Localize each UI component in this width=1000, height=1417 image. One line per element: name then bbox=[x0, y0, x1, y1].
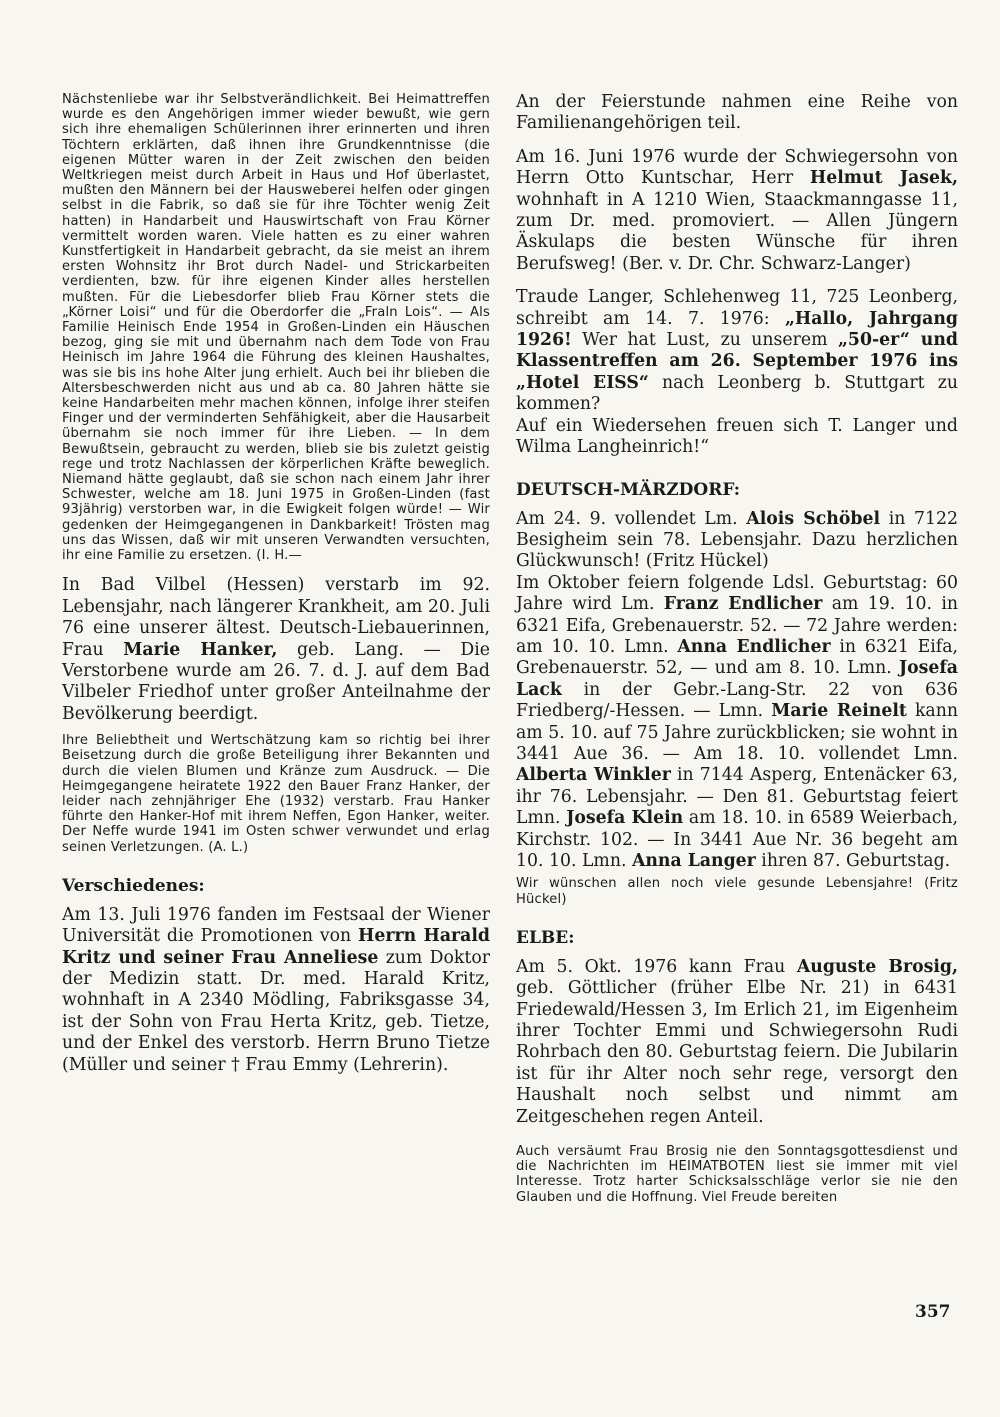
reunion-signoff: Auf ein Wiedersehen freuen sich T. Langer und Wilma Langheinrich!“ bbox=[516, 415, 958, 458]
promotion-jasek-paragraph: Am 16. Juni 1976 wurde der Schwiegersohn von Herrn Otto Kuntschar, Herr Helmut Jasek, wohnhaft in A 1210 Wien, Staackmanngasse 11, zum Dr. med. promoviert. — Allen Jüngern Äskulaps die besten Wünsche für ihren Berufsweg! (Ber. v. Dr. Chr. Schwarz-Langer) bbox=[516, 146, 958, 274]
page-number: 357 bbox=[915, 1302, 951, 1322]
october-birthdays-paragraph: Im Oktober feiern folgende Ldsl. Geburtstag: 60 Jahre wird Lm. Franz Endlicher am 19. 10. in 6321 Eifa, Grebenauerstr. 52. — 72 Jahre werden: am 10. 10. Lmn. Anna Endlicher in 6321 Eifa, Grebenauerstr. 52, — und am 8. 10. Lmn. Josefa Lack in der Gebr.-Lang-Str. 22 von 636 Friedberg/-Hessen. — Lmn. Marie Reinelt kann am 5. 10. auf 75 Jahre zurückblicken; sie wohnt in 3441 Aue 36. — Am 18. 10. vollendet Lmn. Alberta Winkler in 7144 Asperg, Entenäcker 63, ihr 76. Lebensjahr. — Den 81. Geburtstag feiert Lmn. Josefa Klein am 18. 10. in 6589 Weierbach, Kirchstr. 102. — In 3441 Aue Nr. 36 begeht am 10. 10. Lmn. Anna Langer ihren 87. Geburtstag. bbox=[516, 572, 958, 871]
birthday-schoebel-paragraph: Am 24. 9. vollendet Lm. Alois Schöbel in 7122 Besigheim sein 78. Lebensjahr. Dazu herzlichen Glückwunsch! (Fritz Hückel) bbox=[516, 508, 958, 572]
section-heading-verschiedenes: Verschiedenes: bbox=[62, 875, 205, 896]
name-helmut-jasek: Helmut Jasek, bbox=[809, 168, 958, 189]
brosig-detail: Auch versäumt Frau Brosig nie den Sonntagsgottesdienst und die Nachrichten im HEIMATBOTEN liest sie immer mit viel Interesse. Trotz harter Schicksalsschläge verlor sie nie den Glauben und die Hoffnung. Viel Freude bereiten bbox=[516, 1144, 958, 1205]
obituary-hanker-detail: Ihre Beliebtheit und Wertschätzung kam so richtig bei ihrer Beisetzung durch die große Beteiligung ihrer Bekannten und durch die vielen Blumen und Kränze zum Ausdruck. — Die Heimgegangene heiratete 1922 den Bauer Franz Hanker, der leider nach zehnjähriger Ehe (1932) verstarb. Frau Hanker führte den Hanker-Hof mit ihrem Neffen, Egon Hanker, weiter. Der Neffe wurde 1941 im Osten schwer verwundet und erlag seinen Verletzungen. (A. L.) bbox=[62, 733, 490, 855]
birthday-brosig-paragraph: Am 5. Okt. 1976 kann Frau Auguste Brosig, geb. Göttlicher (früher Elbe Nr. 21) in 6431 Friedewald/Hessen 3, Im Erlich 21, im Eigenheim ihrer Tochter Emmi und Schwiegersohn Rudi Rohrbach den 80. Geburtstag feiern. Die Jubilarin ist für ihr Alter noch sehr rege, versorgt den Haushalt noch selbst und nimmt am Zeitgeschehen regen Anteil. bbox=[516, 956, 958, 1127]
reunion-invitation-paragraph: Traude Langer, Schlehenweg 11, 725 Leonberg, schreibt am 14. 7. 1976: „Hallo, Jahrgang 1926! Wer hat Lust, zu unserem „50-er“ und Klassentreffen am 26. September 1976 ins „Hotel EISS“ nach Leonberg b. Stuttgart zu kommen? bbox=[516, 287, 959, 415]
right-column bbox=[516, 92, 958, 1205]
promotion-kritz-paragraph: Am 13. Juli 1976 fanden im Festsaal der Wiener Universität die Promotionen von Herrn Harald Kritz und seiner Frau Anneliese zum Doktor der Medizin statt. Dr. med. Harald Kritz, wohnhaft in A 2340 Mödling, Fabriksgasse 34, ist der Sohn von Frau Herta Kritz, geb. Tietze, und der Enkel des verstorb. Herrn Bruno Tietze (Müller und seiner † Frau Emmy (Lehrerin). bbox=[62, 904, 490, 1075]
name-marie-hanker: Marie Hanker, bbox=[123, 639, 278, 660]
left-column bbox=[62, 92, 490, 1076]
obituary-hanker-paragraph: In Bad Vilbel (Hessen) verstarb im 92. Lebensjahr, nach längerer Krankheit, am 20. Juli 76 eine unserer ältest. Deutsch-Liebauerinnen, Frau Marie Hanker, geb. Lang. — Die Verstorbene wurde am 26. 7. d. J. auf dem Bad Vilbeler Friedhof unter großer Anteilnahme der Bevölkerung beerdigt. bbox=[62, 575, 490, 724]
ceremony-paragraph: An der Feierstunde nahmen eine Reihe von Familienangehörigen teil. bbox=[516, 92, 958, 134]
section-heading-deutsch-maerzdorf: DEUTSCH-MÄRZDORF: bbox=[516, 479, 741, 500]
section-heading-elbe: ELBE: bbox=[516, 927, 575, 948]
name-kritz: Herrn Harald Kritz und seiner Frau Anneliese bbox=[62, 926, 490, 968]
obituary-koerner-text: Nächstenliebe war ihr Selbstverändlichkeit. Bei Heimattreffen wurde es den Angehörigen immer wieder bewußt, wie gern sich ihre ehemaligen Schülerinnen ihrer erinnerten und ihren Töchtern erklärten, daß ihnen ihre Grundkenntnisse (die eigenen Mütter waren in der Zeit zwischen den beiden Weltkriegen meist durch Arbeit in Haus und Hof überlastet, mußten den Männern bei der Hausweberei helfen oder gingen selbst in die Fabrik, so daß sie für ihre Töchter wenig Zeit hatten) in Handarbeit und Hauswirtschaft von Frau Körner vermittelt worden waren. Viele hatten es zu einer wahren Kunstfertigkeit in Handarbeit gebracht, da sie meist an ihrem ersten Wohnsitz ihr Brot durch Nadel- und Strickarbeiten verdienten, bzw. für ihre eigenen Kinder alles herstellen mußten. Für die Liebesdorfer blieb Frau Körner stets die „Körner Loisi“ und für die Oberdorfer die „Fraln Lois“. — Als Familie Heinisch Ende 1954 in Großen-Linden ein Häuschen bezog, ging sie mit und übernahm nach dem Tode von Frau Heinisch im Jahre 1964 die Führung des kleinen Haushaltes, was sie bis ins hohe Alter jung erhielt. Auch bei ihr blieben die Altersbeschwerden nicht aus und ab ca. 80 Jahren hätte sie keine Handarbeiten mehr machen können, infolge ihrer steifen Finger und der verminderten Sehfähigkeit, aber die Hausarbeit übernahm sie noch immer für ihre Lieben. — In dem Bewußtsein, gebraucht zu werden, blieb sie bis zuletzt geistig rege und trotz Nachlassen der körperlichen Kräfte beweglich. Niemand hätte geglaubt, daß sie schon nach einem Jahr ihrer Schwester, welche am 18. Juni 1975 in Großen-Linden (fast 93jährig) verstorben war, in die Ewigkeit folgen würde! — Wir gedenken der Heimgegangenen in Dankbarkeit! Trösten mag uns das Wissen, daß wir mit unseren Verwandten versuchten, ihr eine Familie zu ersetzen. (I. H.— bbox=[62, 92, 490, 564]
wishes-note: Wir wünschen allen noch viele gesunde Lebensjahre! (Fritz Hückel) bbox=[516, 876, 958, 907]
